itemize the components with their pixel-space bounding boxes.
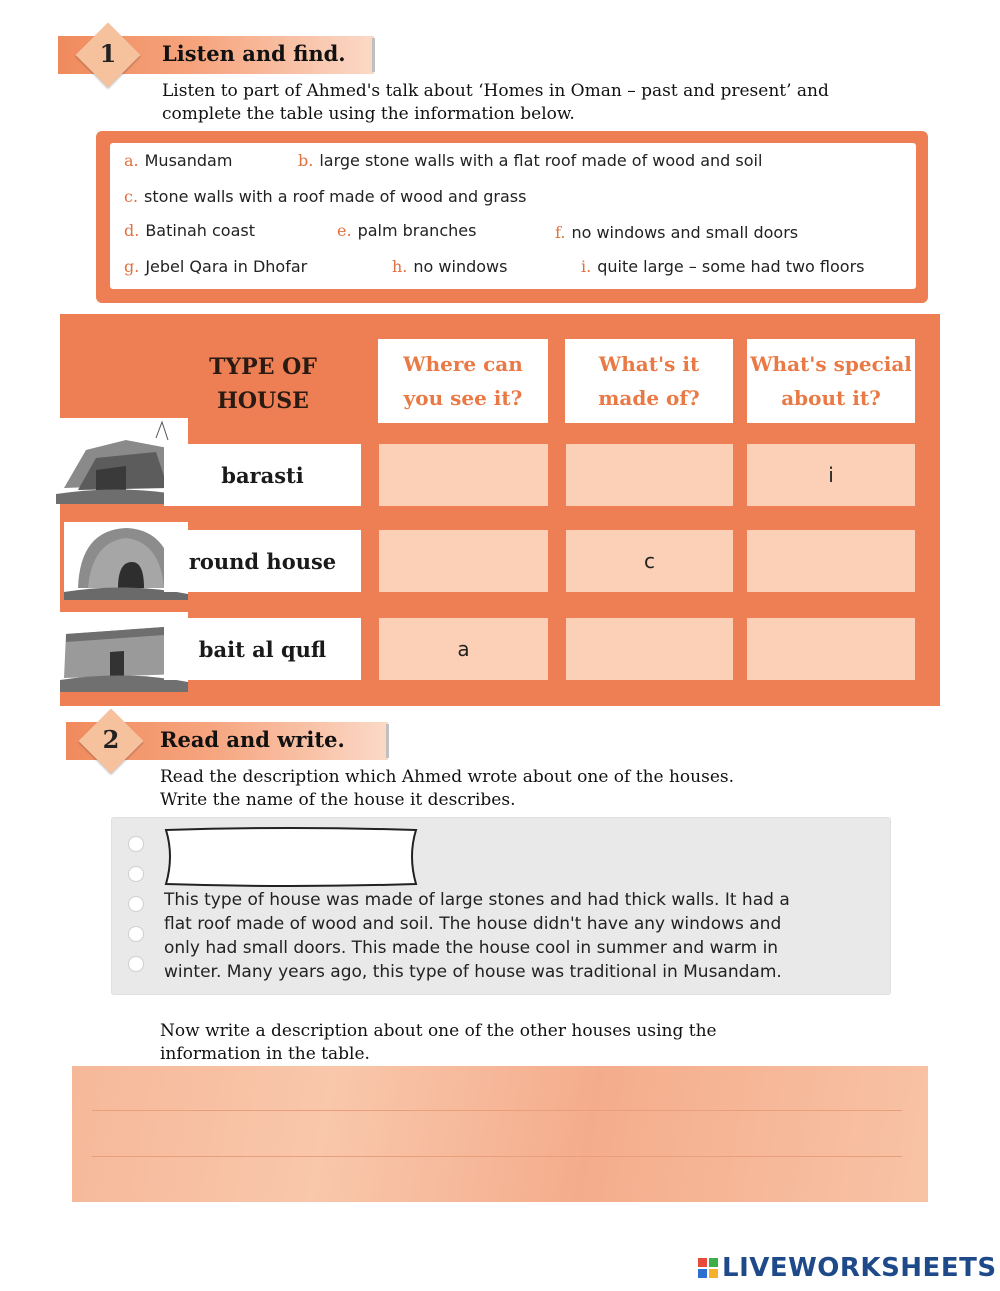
row-name-bait-al-qufl: bait al qufl bbox=[164, 618, 361, 680]
row-name-barasti: barasti bbox=[164, 444, 361, 506]
answer-bait-al-qufl-where[interactable]: a bbox=[379, 618, 548, 680]
option-h[interactable]: h. no windows bbox=[392, 257, 508, 276]
house-name-answer-box[interactable] bbox=[160, 826, 422, 888]
section1-number: 1 bbox=[99, 39, 117, 68]
header-where: Where can you see it? bbox=[378, 339, 548, 423]
answer-barasti-special[interactable]: i bbox=[747, 444, 915, 506]
option-i[interactable]: i. quite large – some had two floors bbox=[581, 257, 865, 276]
paper-hole bbox=[128, 836, 144, 852]
option-b[interactable]: b. large stone walls with a flat roof made of wood and soil bbox=[298, 151, 763, 170]
section2-number: 2 bbox=[102, 725, 120, 754]
paper-hole bbox=[128, 896, 144, 912]
option-a[interactable]: a. Musandam bbox=[124, 151, 233, 170]
section2-title: Read and write. bbox=[160, 727, 345, 752]
answer-round-house-special[interactable] bbox=[747, 530, 915, 592]
option-f[interactable]: f. no windows and small doors bbox=[555, 223, 799, 242]
paper-hole bbox=[128, 956, 144, 972]
option-e[interactable]: e. palm branches bbox=[337, 221, 477, 240]
section1-title: Listen and find. bbox=[162, 41, 346, 66]
write-instructions: Now write a description about one of the other houses using the information in the table. bbox=[160, 1021, 717, 1064]
answer-bait-al-qufl-special[interactable] bbox=[747, 618, 915, 680]
house-description: This type of house was made of large stones and had thick walls. It had a flat roof made of wood and soil. The house didn't have any windows and only had small doors. This made the house cool in summer and warm in winter. Many years ago, this type of house was traditional in Musandam. bbox=[164, 890, 790, 982]
writing-area[interactable] bbox=[72, 1066, 928, 1202]
answer-barasti-made[interactable] bbox=[566, 444, 733, 506]
section2-instructions: Read the description which Ahmed wrote about one of the houses. Write the name of the house it describes. bbox=[160, 767, 735, 810]
option-d[interactable]: d. Batinah coast bbox=[124, 221, 255, 240]
header-made-of: What's it made of? bbox=[565, 339, 733, 423]
header-special: What's special about it? bbox=[747, 339, 915, 423]
option-c[interactable]: c. stone walls with a roof made of wood and grass bbox=[124, 187, 527, 206]
paper-hole bbox=[128, 866, 144, 882]
answer-round-house-made[interactable]: c bbox=[566, 530, 733, 592]
option-g[interactable]: g. Jebel Qara in Dhofar bbox=[124, 257, 308, 276]
section1-header bbox=[58, 36, 378, 74]
liveworksheets-logo: LIVEWORKSHEETS bbox=[698, 1253, 997, 1283]
section2-header bbox=[66, 722, 392, 760]
logo-squares-icon bbox=[698, 1258, 718, 1278]
writing-line bbox=[92, 1110, 902, 1111]
row-name-round-house: round house bbox=[164, 530, 361, 592]
writing-line bbox=[92, 1156, 902, 1157]
section1-instructions: Listen to part of Ahmed's talk about ‘Homes in Oman – past and present’ and complete the table using the information below. bbox=[162, 81, 829, 124]
answer-barasti-where[interactable] bbox=[379, 444, 548, 506]
answer-round-house-where[interactable] bbox=[379, 530, 548, 592]
header-type-of-house: TYPE OF HOUSE bbox=[209, 354, 317, 414]
paper-hole bbox=[128, 926, 144, 942]
answer-bait-al-qufl-made[interactable] bbox=[566, 618, 733, 680]
